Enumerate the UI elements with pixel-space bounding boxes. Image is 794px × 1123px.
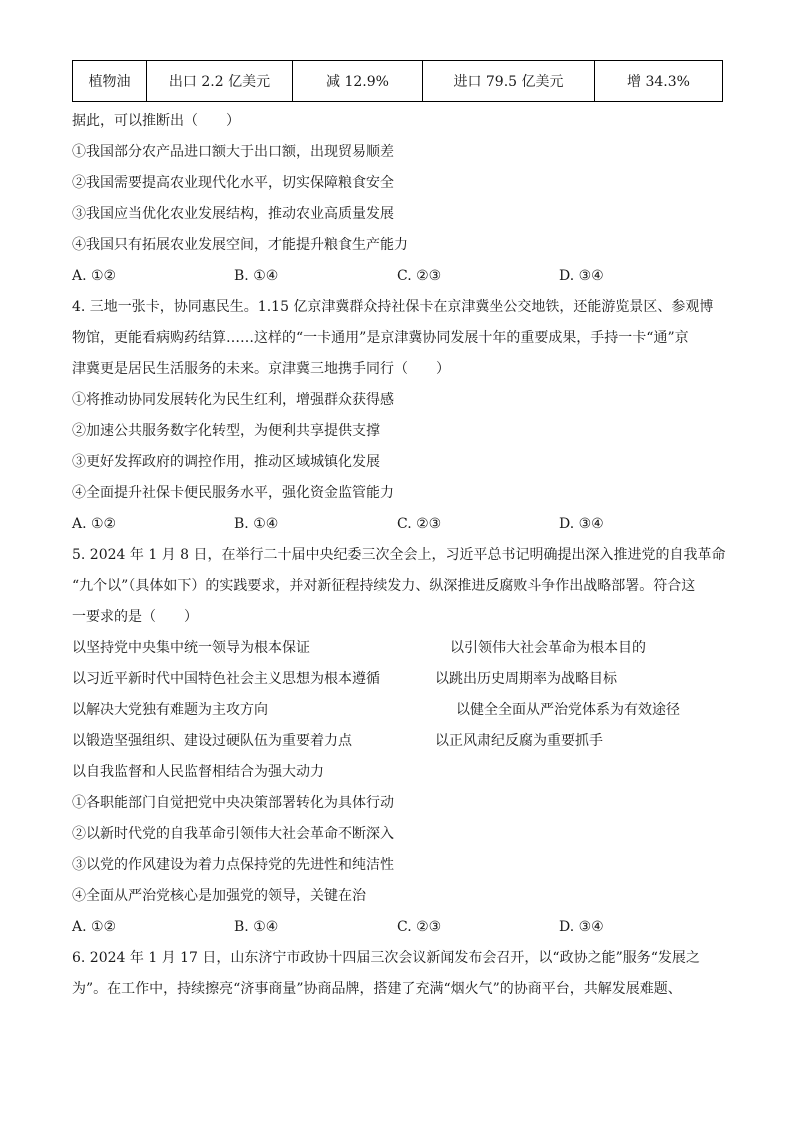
q4-option-d[interactable]: D. ③④ — [559, 516, 604, 532]
table-cell: 出口 2.2 亿美元 — [147, 61, 293, 102]
q3-item-1: ①我国部分农产品进口额大于出口额，出现贸易顺差 — [72, 144, 394, 160]
q4-stem-line-3: 津冀更是居民生活服务的未来。京津冀三地携手同行（ ） — [72, 361, 450, 377]
q3-option-c[interactable]: C. ②③ — [397, 268, 442, 284]
table-cell: 植物油 — [73, 61, 147, 102]
q4-stem-line-1: 4. 三地一张卡，协同惠民生。1.15 亿京津冀群众持社保卡在京津冀坐公交地铁，还能游览景区、参观博 — [72, 299, 714, 315]
nine-requirements-row — [72, 726, 722, 757]
q4-item-3: ③更好发挥政府的调控作用，推动区域城镇化发展 — [72, 454, 380, 470]
q5-stem-line-2: “九个以”（具体如下）的实践要求，并对新征程持续发力、纵深推进反腐败斗争作出战略部署。符合这 — [72, 578, 696, 594]
table-cell: 进口 79.5 亿美元 — [423, 61, 595, 102]
q5-item-4: ④全面从严治党核心是加强党的领导，关键在治 — [72, 888, 366, 904]
nine-requirements-row — [72, 757, 722, 788]
q3-option-a[interactable]: A. ①② — [72, 268, 117, 284]
requirement-text: 以锻造坚强组织、建设过硬队伍为重要着力点 — [72, 733, 352, 749]
q4-option-a[interactable]: A. ①② — [72, 516, 117, 532]
requirement-text: 以坚持党中央集中统一领导为根本保证 — [72, 640, 310, 656]
q4-options — [72, 509, 722, 540]
q4-item-1: ①将推动协同发展转化为民生红利，增强群众获得感 — [72, 392, 394, 408]
q5-item-3: ③以党的作风建设为着力点保持党的先进性和纯洁性 — [72, 857, 394, 873]
q5-stem-line-3: 一要求的是（ ） — [72, 609, 198, 625]
q5-option-b[interactable]: B. ①④ — [234, 919, 279, 935]
q5-option-a[interactable]: A. ①② — [72, 919, 117, 935]
nine-requirements-row — [72, 664, 722, 695]
q3-item-2: ②我国需要提高农业现代化水平，切实保障粮食安全 — [72, 175, 394, 191]
q4-item-2: ②加速公共服务数字化转型，为便利共享提供支撑 — [72, 423, 380, 439]
q6-stem-line-2: 为”。在工作中，持续擦亮“济事商量”协商品牌，搭建了充满“烟火气”的协商平台，共解发展难题、 — [72, 981, 682, 997]
requirement-text: 以健全全面从严治党体系为有效途径 — [456, 702, 680, 718]
trade-table — [72, 60, 723, 102]
q3-option-d[interactable]: D. ③④ — [559, 268, 604, 284]
q5-item-1: ①各职能部门自觉把党中央决策部署转化为具体行动 — [72, 795, 394, 811]
q5-stem-line-1: 5. 2024 年 1 月 8 日，在举行二十届中央纪委三次全会上，习近平总书记明确提出深入推进党的自我革命 — [72, 547, 726, 563]
exam-page — [72, 60, 726, 1005]
nine-requirements-row — [72, 695, 722, 726]
q5-options — [72, 912, 722, 943]
requirement-text: 以正风肃纪反腐为重要抓手 — [435, 733, 603, 749]
q4-stem-line-2: 物馆，更能看病购药结算……这样的“一卡通用”是京津冀协同发展十年的重要成果，手持一卡“通”京 — [72, 330, 689, 346]
requirement-text: 以习近平新时代中国特色社会主义思想为根本遵循 — [72, 671, 380, 687]
q5-item-2: ②以新时代党的自我革命引领伟大社会革命不断深入 — [72, 826, 394, 842]
nine-requirements-row — [72, 633, 722, 664]
q4-item-4: ④全面提升社保卡便民服务水平，强化资金监管能力 — [72, 485, 394, 501]
q3-option-b[interactable]: B. ①④ — [234, 268, 279, 284]
requirement-text: 以解决大党独有难题为主攻方向 — [72, 702, 268, 718]
q4-option-c[interactable]: C. ②③ — [397, 516, 442, 532]
table-cell: 增 34.3% — [595, 61, 723, 102]
requirement-text: 以自我监督和人民监督相结合为强大动力 — [72, 764, 324, 780]
q3-options — [72, 261, 722, 292]
q5-option-d[interactable]: D. ③④ — [559, 919, 604, 935]
q6-stem-line-1: 6. 2024 年 1 月 17 日，山东济宁市政协十四届三次会议新闻发布会召开，以“政协之能”服务“发展之 — [72, 950, 700, 966]
requirement-text: 以跳出历史周期率为战略目标 — [435, 671, 617, 687]
requirement-text: 以引领伟大社会革命为根本目的 — [450, 640, 646, 656]
q4-option-b[interactable]: B. ①④ — [234, 516, 279, 532]
q5-option-c[interactable]: C. ②③ — [397, 919, 442, 935]
q3-item-3: ③我国应当优化农业发展结构，推动农业高质量发展 — [72, 206, 394, 222]
q3-item-4: ④我国只有拓展农业发展空间，才能提升粮食生产能力 — [72, 237, 408, 253]
q3-stem: 据此，可以推断出（ ） — [72, 113, 240, 129]
table-cell: 减 12.9% — [293, 61, 423, 102]
table-row — [73, 61, 723, 102]
